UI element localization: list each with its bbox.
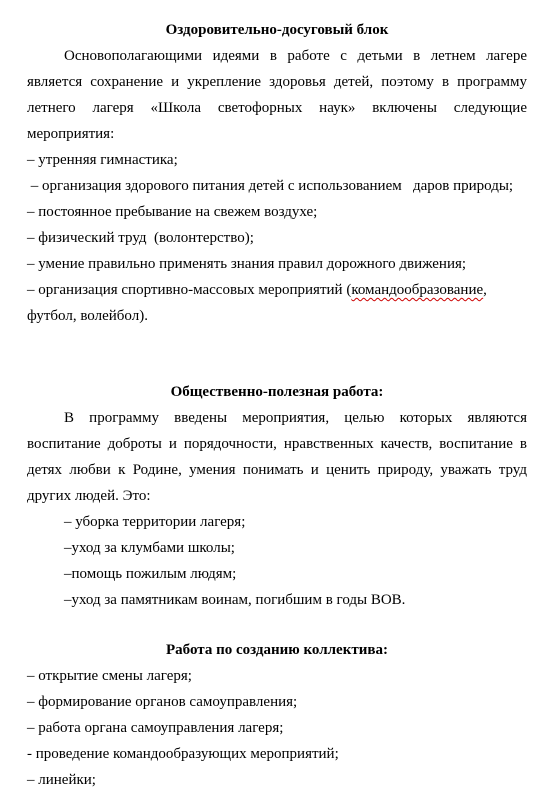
- list-item-text: – организация спортивно-массовых мероприятий (: [27, 282, 352, 298]
- section-title-health: Оздоровительно-досуговый блок: [165, 22, 389, 38]
- list-item: –помощь пожилым людям;: [64, 566, 237, 582]
- spellcheck-flagged-word: командообразование: [351, 282, 484, 298]
- list-item: – линейки;: [27, 772, 96, 788]
- paragraph-line: мероприятия:: [27, 126, 115, 142]
- section-title-team-building: Работа по созданию коллектива:: [166, 642, 388, 658]
- list-item: – формирование органов самоуправления;: [27, 694, 298, 710]
- list-item: – открытие смены лагеря;: [27, 668, 192, 684]
- paragraph-line: летнего лагеря «Школа светофорных наук» включены следующие: [27, 100, 527, 116]
- list-item: –уход за памятникам воинам, погибшим в годы ВОВ.: [64, 592, 406, 608]
- list-item: - проведение командообразующих мероприятий;: [27, 746, 339, 762]
- list-item: –уход за клумбами школы;: [64, 540, 235, 556]
- paragraph-line: Основополагающими идеями в работе с детьми в летнем лагере: [64, 48, 527, 64]
- list-item: – организация здорового питания детей с использованием даров природы;: [27, 178, 514, 194]
- list-item: – постоянное пребывание на свежем воздухе;: [27, 204, 318, 220]
- list-item: [27, 280, 527, 300]
- list-item: – уборка территории лагеря;: [64, 514, 246, 530]
- list-item: – работа органа самоуправления лагеря;: [27, 720, 284, 736]
- section-title-social-work: Общественно-полезная работа:: [170, 384, 384, 400]
- paragraph-line: В программу введены мероприятия, целью которых являются: [64, 410, 527, 426]
- paragraph-line: других людей. Это:: [27, 488, 151, 504]
- paragraph-line: детях любви к Родине, умения понимать и ценить природу, уважать труд: [27, 462, 527, 478]
- list-item: – умение правильно применять знания правил дорожного движения;: [27, 256, 467, 272]
- list-item-continuation: футбол, волейбол).: [27, 308, 148, 324]
- paragraph-line: является сохранение и укрепление здоровья детей, поэтому в программу: [27, 74, 527, 90]
- list-item: – физический труд (волонтерство);: [27, 230, 254, 246]
- list-item: – утренняя гимнастика;: [27, 152, 178, 168]
- paragraph-line: воспитание доброты и порядочности, нравственных качеств, воспитание в: [27, 436, 527, 452]
- list-item-text: ,: [483, 282, 487, 298]
